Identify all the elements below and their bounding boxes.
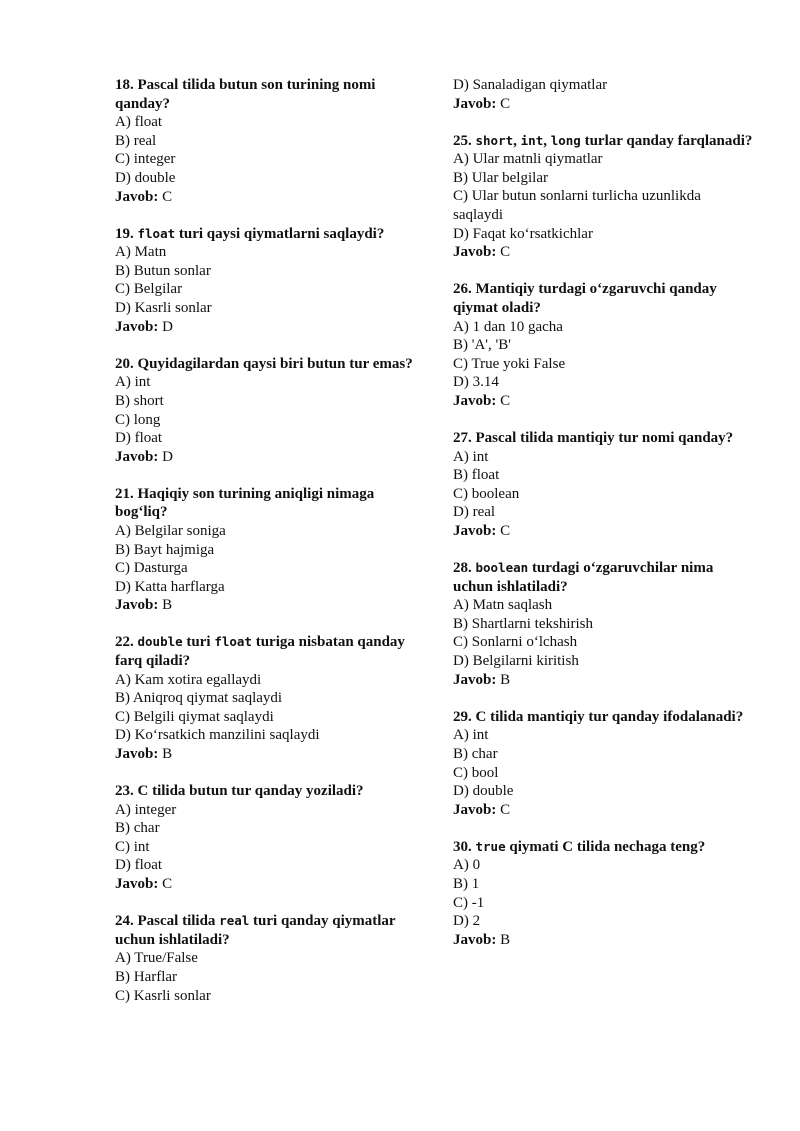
answer-label: Javob: <box>453 801 497 818</box>
title-text: turiga nisbatan qanday farq qiladi? <box>115 634 405 670</box>
title-text: 22. <box>115 634 138 651</box>
answer-line <box>453 243 753 262</box>
title-text: turi <box>182 634 215 651</box>
left-column <box>115 76 420 1024</box>
option-d: D) Faqat ko‘rsatkichlar <box>453 225 593 242</box>
option-d: D) real <box>453 504 496 521</box>
answer-value: C <box>500 392 511 409</box>
question-21 <box>115 485 420 615</box>
option-d: D) double <box>115 169 176 186</box>
answer-line <box>115 875 420 894</box>
answer-label: Javob: <box>453 392 497 409</box>
option-a: A) True/False <box>115 950 198 967</box>
title-code: long <box>550 132 581 148</box>
question-title <box>115 912 420 949</box>
question-title <box>115 225 420 244</box>
option-d: D) float <box>115 857 163 874</box>
question-24-continued <box>453 76 753 113</box>
option-b: B) short <box>115 392 164 409</box>
option-c: C) integer <box>115 151 176 168</box>
option-c: C) bool <box>453 764 499 781</box>
question-title <box>453 132 753 151</box>
title-text: 18. Pascal tilida butun son turining nomi qanday? <box>115 77 376 112</box>
answer-label: Javob: <box>453 671 497 688</box>
answer-label: Javob: <box>453 522 497 539</box>
option-c: C) Kasrli sonlar <box>115 987 211 1004</box>
option-c: C) Dasturga <box>115 560 188 577</box>
answer-value: B <box>162 746 173 762</box>
option-c: C) Sonlarni o‘lchash <box>453 634 578 651</box>
option-a: A) int <box>453 727 489 744</box>
question-title <box>115 633 420 670</box>
answer-label: Javob: <box>453 931 497 948</box>
question-27 <box>453 429 753 541</box>
title-code: real <box>219 913 250 929</box>
question-title <box>453 708 753 727</box>
question-28 <box>453 559 753 689</box>
option-c: C) Belgilar <box>115 281 183 298</box>
option-b: B) real <box>115 132 157 149</box>
option-c: C) Belgili qiymat saqlaydi <box>115 708 274 725</box>
answer-line <box>115 318 420 337</box>
option-a: A) Matn <box>115 244 167 261</box>
question-title <box>115 355 420 374</box>
question-title <box>115 485 420 522</box>
title-text: turi qaysi qiymatlarni saqlaydi? <box>175 225 385 242</box>
question-23 <box>115 782 420 894</box>
answer-label: Javob: <box>115 318 159 335</box>
question-30 <box>453 838 753 950</box>
answer-line <box>453 671 753 690</box>
answer-value: C <box>500 801 511 818</box>
option-a: A) Ular matnli qiymatlar <box>453 151 603 168</box>
right-column <box>453 76 753 968</box>
title-text: 30. <box>453 838 476 855</box>
title-code: float <box>214 634 252 650</box>
answer-label: Javob: <box>115 597 159 614</box>
answer-label: Javob: <box>115 746 159 762</box>
answer-line <box>453 801 753 820</box>
option-a: A) 1 dan 10 gacha <box>453 318 563 335</box>
title-text: 21. Haqiqiy son turining aniqligi nimaga bog‘liq? <box>115 485 375 521</box>
answer-line <box>115 188 420 207</box>
option-b: B) Ular belgilar <box>453 169 548 186</box>
answer-value: D <box>162 448 173 465</box>
question-title <box>453 429 753 448</box>
title-code: true <box>475 838 506 854</box>
question-18 <box>115 76 420 206</box>
question-title <box>115 76 420 113</box>
question-29 <box>453 708 753 820</box>
option-c: C) Ular butun sonlarni turlicha uzunlikda saqlaydi <box>453 188 701 224</box>
option-b: B) Butun sonlar <box>115 262 211 279</box>
question-title <box>115 782 420 801</box>
answer-line <box>453 95 753 114</box>
option-d: D) 2 <box>453 913 481 930</box>
title-text: 29. C tilida mantiqiy tur qanday ifodalanadi? <box>453 708 744 725</box>
answer-label: Javob: <box>115 188 159 205</box>
title-text: , <box>543 132 551 149</box>
option-b: B) 'A', 'B' <box>453 337 511 354</box>
option-c: C) True yoki False <box>453 355 566 372</box>
answer-line <box>115 596 420 615</box>
option-a: A) int <box>115 374 151 391</box>
title-code: float <box>137 225 176 241</box>
option-a: A) integer <box>115 801 177 818</box>
option-b: B) float <box>453 467 500 484</box>
answer-line <box>453 522 753 541</box>
question-26 <box>453 280 753 410</box>
question-title <box>453 838 753 857</box>
title-text: 24. Pascal tilida <box>115 913 220 930</box>
option-b: B) Aniqroq qiymat saqlaydi <box>115 690 283 707</box>
question-title <box>453 559 753 596</box>
option-a: A) int <box>453 448 489 465</box>
option-b: B) Bayt hajmiga <box>115 541 215 558</box>
option-d: D) Belgilarni kiritish <box>453 653 579 670</box>
answer-line <box>115 745 420 764</box>
option-a: A) 0 <box>453 857 481 874</box>
option-c: C) int <box>115 838 150 855</box>
question-24 <box>115 912 420 1005</box>
title-code: boolean <box>475 560 529 576</box>
answer-label: Javob: <box>115 876 159 893</box>
title-text: 19. <box>115 225 138 242</box>
title-text: 28. <box>453 560 476 577</box>
option-b: B) Harflar <box>115 968 178 985</box>
option-d: D) double <box>453 783 514 800</box>
option-d: D) Ko‘rsatkich manzilini saqlaydi <box>115 727 320 744</box>
option-b: B) 1 <box>453 875 480 892</box>
option-d: D) 3.14 <box>453 374 499 391</box>
title-text: 20. Quyidagilardan qaysi biri butun tur emas? <box>115 355 413 372</box>
option-b: B) Shartlarni tekshirish <box>453 615 593 632</box>
answer-value: C <box>500 522 511 539</box>
title-text: 25. <box>453 132 476 149</box>
title-code: double <box>137 634 183 650</box>
title-code: int <box>520 132 544 148</box>
option-c: C) long <box>115 411 161 428</box>
answer-value: C <box>500 244 511 261</box>
question-19 <box>115 225 420 337</box>
option-d: D) Kasrli sonlar <box>115 300 212 317</box>
answer-line <box>115 448 420 467</box>
answer-label: Javob: <box>115 448 159 465</box>
title-text: , <box>513 132 521 149</box>
answer-line <box>453 392 753 411</box>
answer-value: C <box>162 876 173 893</box>
option-d: D) float <box>115 430 163 447</box>
option-d: D) Katta harflarga <box>115 578 225 595</box>
answer-value: C <box>162 188 173 205</box>
question-20 <box>115 355 420 467</box>
title-text: 23. C tilida butun tur qanday yoziladi? <box>115 783 364 800</box>
answer-line <box>453 931 753 950</box>
title-text: turdagi o‘zgaruvchilar nima uchun ishlatiladi? <box>453 560 714 595</box>
answer-value: B <box>500 931 511 948</box>
answer-value: C <box>500 95 511 112</box>
title-text: 27. Pascal tilida mantiqiy tur nomi qanday? <box>453 430 734 446</box>
title-text: 26. Mantiqiy turdagi o‘zgaruvchi qanday qiymat oladi? <box>453 281 717 316</box>
answer-label: Javob: <box>453 95 497 112</box>
question-title <box>453 280 753 317</box>
question-22 <box>115 633 420 763</box>
answer-value: B <box>162 597 173 614</box>
title-text: turi qanday qiymatlar uchun ishlatiladi? <box>115 913 396 948</box>
title-text: qiymati C tilida nechaga teng? <box>505 838 706 855</box>
option-b: B) char <box>115 820 160 837</box>
question-25 <box>453 132 753 262</box>
answer-value: B <box>500 671 511 688</box>
title-text: turlar qanday farqlanadi? <box>580 132 753 149</box>
option-d: D) Sanaladigan qiymatlar <box>453 77 608 93</box>
option-a: A) float <box>115 114 163 131</box>
title-code: short <box>475 132 514 148</box>
answer-label: Javob: <box>453 244 497 261</box>
option-a: A) Matn saqlash <box>453 597 553 614</box>
answer-value: D <box>162 318 173 335</box>
option-c: C) -1 <box>453 894 485 911</box>
option-a: A) Kam xotira egallaydi <box>115 671 262 688</box>
option-c: C) boolean <box>453 485 520 502</box>
option-a: A) Belgilar soniga <box>115 522 226 539</box>
option-b: B) char <box>453 745 498 762</box>
